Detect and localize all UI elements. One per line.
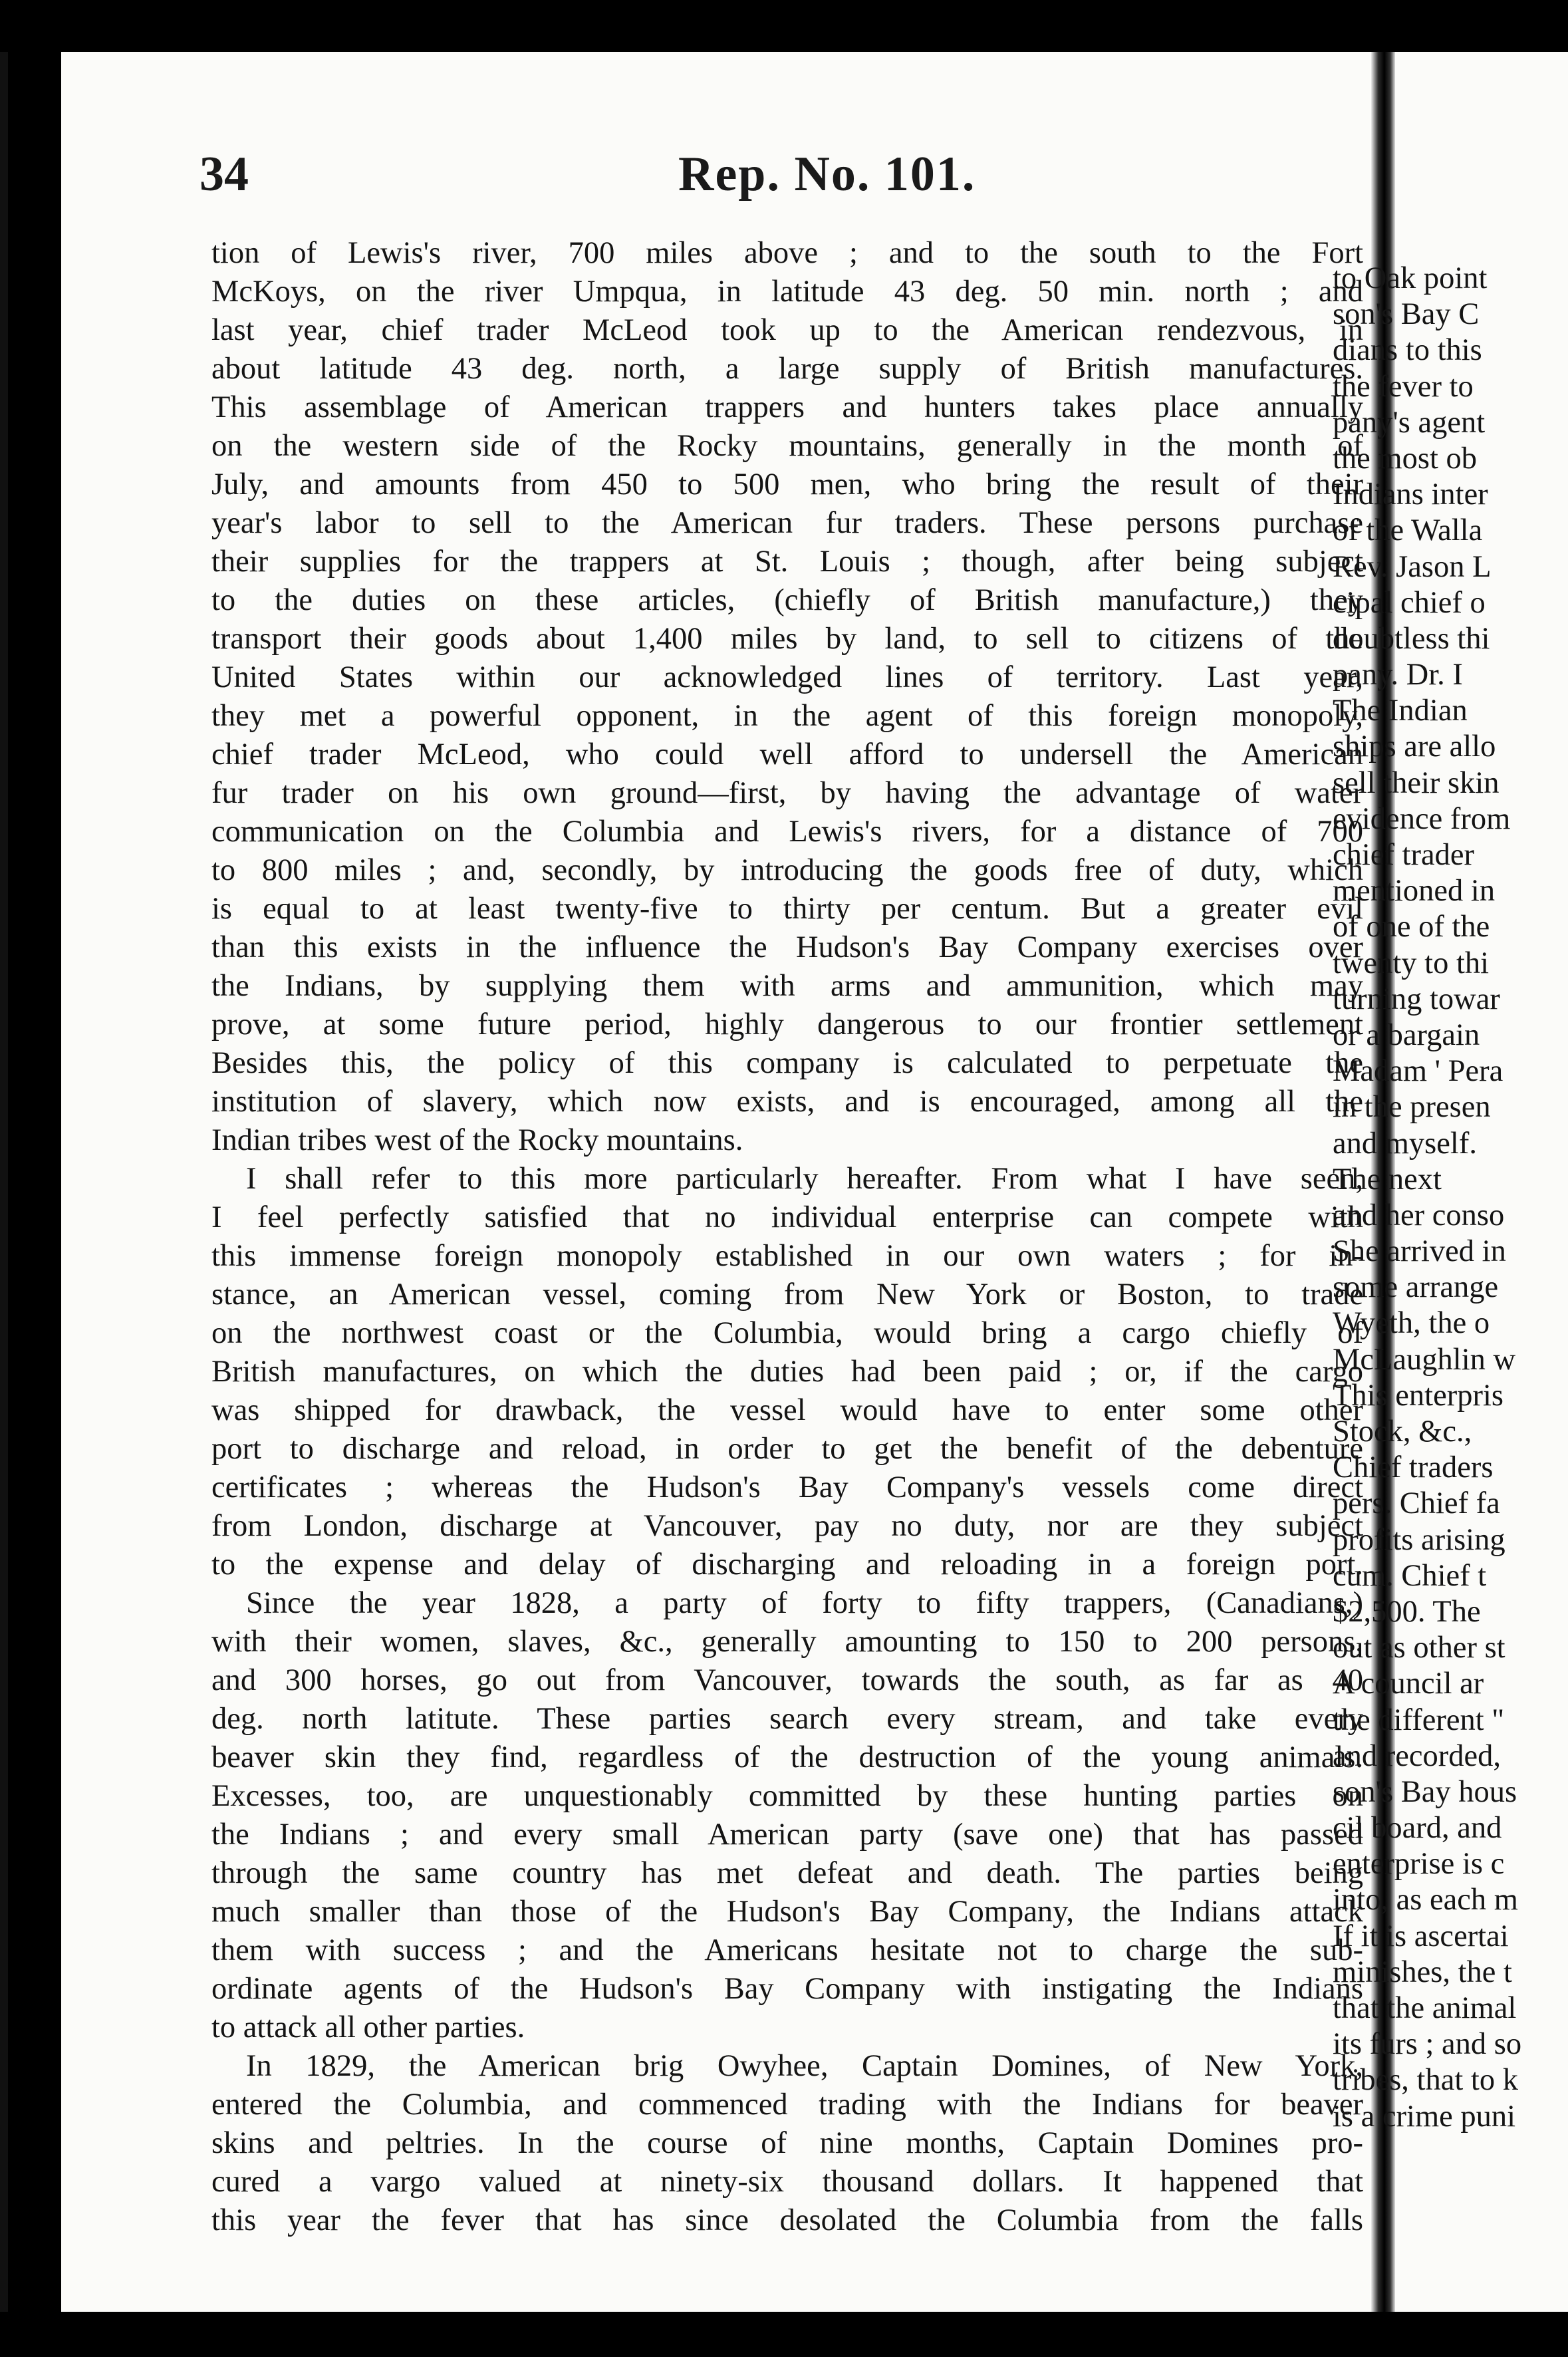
text-line: the Indians, by supplying them with arms and ammunition, which may — [211, 969, 1363, 1003]
text-line: British manufactures, on which the duties had been paid ; or, if the cargo — [211, 1355, 1363, 1389]
fragment-line: of one of the — [1333, 910, 1490, 944]
text-line: last year, chief trader McLeod took up to the American rendezvous, in — [211, 313, 1363, 347]
fragment-line: She arrived in — [1333, 1234, 1506, 1269]
page-number: 34 — [199, 147, 249, 202]
next-page-fragment-column — [1333, 261, 1532, 2135]
text-line: Excesses, too, are unquestionably committed by these hunting parties on — [211, 1779, 1363, 1813]
text-line: to 800 miles ; and, secondly, by introducing the goods free of duty, which — [211, 853, 1363, 887]
fragment-line: son's Bay C — [1333, 297, 1480, 332]
fragment-line: tribes, that to k — [1333, 2063, 1518, 2098]
fragment-line: dians to this — [1333, 333, 1482, 368]
text-line: to the duties on these articles, (chiefly of British manufacture,) they — [211, 583, 1363, 617]
text-line: prove, at some future period, highly dangerous to our frontier settlement — [211, 1008, 1363, 1041]
text-line: to attack all other parties. — [211, 2010, 525, 2044]
fragment-line: Stock, &c., — [1333, 1415, 1472, 1449]
fragment-line: chief trader — [1333, 838, 1474, 872]
text-line: on the northwest coast or the Columbia, would bring a cargo chiefly of — [211, 1316, 1363, 1350]
fragment-line: This enterpris — [1333, 1378, 1503, 1413]
fragment-line: The next — [1333, 1162, 1442, 1196]
text-line: I shall refer to this more particularly hereafter. From what I have seen, — [246, 1162, 1363, 1196]
text-line: with their women, slaves, &c., generally amounting to 150 to 200 persons, — [211, 1625, 1363, 1659]
fragment-line: out as other st — [1333, 1631, 1505, 1665]
text-line: chief trader McLeod, who could well afford to undersell the American — [211, 738, 1363, 771]
fragment-line: or a bargain — [1333, 1018, 1480, 1052]
text-line: about latitude 43 deg. north, a large supply of British manufactures. — [211, 352, 1363, 386]
fragment-line: son's Bay hous — [1333, 1774, 1517, 1809]
fragment-line: to Oak point — [1333, 261, 1488, 295]
text-line: I feel perfectly satisfied that no individual enterprise can compete with — [211, 1200, 1363, 1234]
fragment-line: turning towar — [1333, 982, 1500, 1016]
text-line: year's labor to sell to the American fur traders. These persons purchase — [211, 506, 1363, 540]
text-line: communication on the Columbia and Lewis's rivers, for a distance of 700 — [211, 815, 1363, 849]
text-line: them with success ; and the Americans hesitate not to charge the sub- — [211, 1933, 1363, 1967]
text-line: their supplies for the trappers at St. Louis ; though, after being subject — [211, 545, 1363, 579]
text-line: stance, an American vessel, coming from New York or Boston, to trade — [211, 1278, 1363, 1312]
text-line: United States within our acknowledged lines of territory. Last year, — [211, 660, 1363, 694]
text-line: Since the year 1828, a party of forty to fifty trappers, (Canadians,) — [246, 1586, 1363, 1620]
text-line: through the same country has met defeat and death. The parties being — [211, 1856, 1363, 1890]
text-line: cured a vargo valued at ninety-six thousand dollars. It happened that — [211, 2165, 1363, 2199]
fragment-line: McLaughlin w — [1333, 1342, 1516, 1377]
text-line: this year the fever that has since desolated the Columbia from the falls — [211, 2203, 1363, 2237]
text-line: deg. north latitute. These parties search every stream, and take every — [211, 1702, 1363, 1736]
fragment-line: of the Walla — [1333, 513, 1483, 548]
text-line: from London, discharge at Vancouver, pay no duty, nor are they subject — [211, 1509, 1363, 1543]
text-line: certificates ; whereas the Hudson's Bay Company's vessels come direct — [211, 1470, 1363, 1504]
fragment-line: and recorded, — [1333, 1738, 1502, 1773]
text-line: much smaller than those of the Hudson's Bay Company, the Indians attack — [211, 1895, 1363, 1929]
fragment-line: doubtless thi — [1333, 621, 1490, 656]
fragment-line: pers. Chief fa — [1333, 1486, 1500, 1521]
fragment-line: pany. Dr. I — [1333, 658, 1463, 692]
text-line: they met a powerful opponent, in the agent of this foreign monopoly, — [211, 699, 1363, 733]
fragment-line: evidence from — [1333, 801, 1511, 836]
page-header — [199, 146, 1463, 219]
fragment-line: The Indian — [1333, 694, 1468, 728]
main-text-column — [211, 234, 1363, 2240]
fragment-line: Chief traders — [1333, 1451, 1494, 1485]
running-head: Rep. No. 101. — [678, 147, 976, 202]
fragment-line: is a crime puni — [1333, 2099, 1516, 2134]
fragment-line: A council ar — [1333, 1667, 1484, 1701]
fragment-line: the different " — [1333, 1703, 1505, 1737]
text-line: Indian tribes west of the Rocky mountains. — [211, 1123, 743, 1157]
fragment-line: ships are allo — [1333, 730, 1496, 764]
fragment-line: sell their skin — [1333, 765, 1500, 800]
text-line: fur trader on his own ground—first, by having the advantage of water — [211, 776, 1363, 810]
text-line: skins and peltries. In the course of nine months, Captain Domines pro- — [211, 2126, 1363, 2160]
text-line: institution of slavery, which now exists, and is encouraged, among all the — [211, 1085, 1363, 1119]
text-line: Besides this, the policy of this company is calculated to perpetuate the — [211, 1046, 1363, 1080]
fragment-line: Wyeth, the o — [1333, 1306, 1490, 1341]
text-line: beaver skin they find, regardless of the destruction of the young animals. — [211, 1740, 1363, 1774]
fragment-line: that the animal — [1333, 1991, 1517, 2025]
fragment-line: the most ob — [1333, 441, 1477, 476]
fragment-line: and myself. — [1333, 1126, 1477, 1161]
text-line: tion of Lewis's river, 700 miles above ; and to the south to the Fort — [211, 236, 1363, 270]
text-line: than this exists in the influence the Hudson's Bay Company exercises over — [211, 930, 1363, 964]
text-line: this immense foreign monopoly established in our own waters ; for in- — [211, 1239, 1363, 1273]
text-line: ordinate agents of the Hudson's Bay Company with instigating the Indians — [211, 1972, 1363, 2006]
text-line: is equal to at least twenty-five to thirty per centum. But a greater evil — [211, 892, 1363, 926]
fragment-line: If it is ascertai — [1333, 1919, 1509, 1953]
fragment-line: Madam ' Pera — [1333, 1054, 1503, 1089]
text-line: This assemblage of American trappers and hunters takes place annually — [211, 390, 1363, 424]
text-line: to the expense and delay of discharging and reloading in a foreign port. — [211, 1548, 1363, 1582]
text-line: entered the Columbia, and commenced trading with the Indians for beaver — [211, 2088, 1363, 2122]
fragment-line: cil board, and — [1333, 1811, 1502, 1846]
fragment-line: its furs ; and so — [1333, 2027, 1522, 2062]
text-line: and 300 horses, go out from Vancouver, towards the south, as far as 40 — [211, 1663, 1363, 1697]
fragment-line: and her conso — [1333, 1198, 1505, 1232]
text-line: on the western side of the Rocky mountains, generally in the month of — [211, 429, 1363, 463]
fragment-line: cum. Chief t — [1333, 1558, 1487, 1593]
fragment-line: Indians inter — [1333, 478, 1488, 512]
text-line: was shipped for drawback, the vessel would have to enter some other — [211, 1393, 1363, 1427]
fragment-line: in the presen — [1333, 1090, 1491, 1125]
fragment-line: enterprise is c — [1333, 1847, 1505, 1881]
text-line: transport their goods about 1,400 miles by land, to sell to citizens of the — [211, 622, 1363, 656]
text-line: the Indians ; and every small American party (save one) that has passed — [211, 1818, 1363, 1852]
fragment-line: the fever to — [1333, 369, 1474, 404]
fragment-line: $2,500. The — [1333, 1594, 1481, 1629]
text-line: McKoys, on the river Umpqua, in latitude 43 deg. 50 min. north ; and — [211, 275, 1363, 309]
scan-left-border — [0, 52, 8, 2312]
text-line: July, and amounts from 450 to 500 men, who bring the result of their — [211, 468, 1363, 501]
text-line: In 1829, the American brig Owyhee, Captain Domines, of New York, — [246, 2049, 1363, 2083]
text-line: port to discharge and reload, in order to get the benefit of the debenture — [211, 1432, 1363, 1466]
fragment-line: Rev. Jason L — [1333, 549, 1492, 584]
fragment-line: into, as each m — [1333, 1883, 1518, 1917]
fragment-line: cipal chief o — [1333, 585, 1486, 620]
fragment-line: mentioned in — [1333, 874, 1496, 908]
fragment-line: minishes, the t — [1333, 1955, 1512, 1989]
fragment-line: pany's agent — [1333, 405, 1486, 440]
fragment-line: profits arising — [1333, 1522, 1505, 1557]
fragment-line: some arrange — [1333, 1270, 1499, 1305]
fragment-line: twenty to thi — [1333, 946, 1490, 980]
